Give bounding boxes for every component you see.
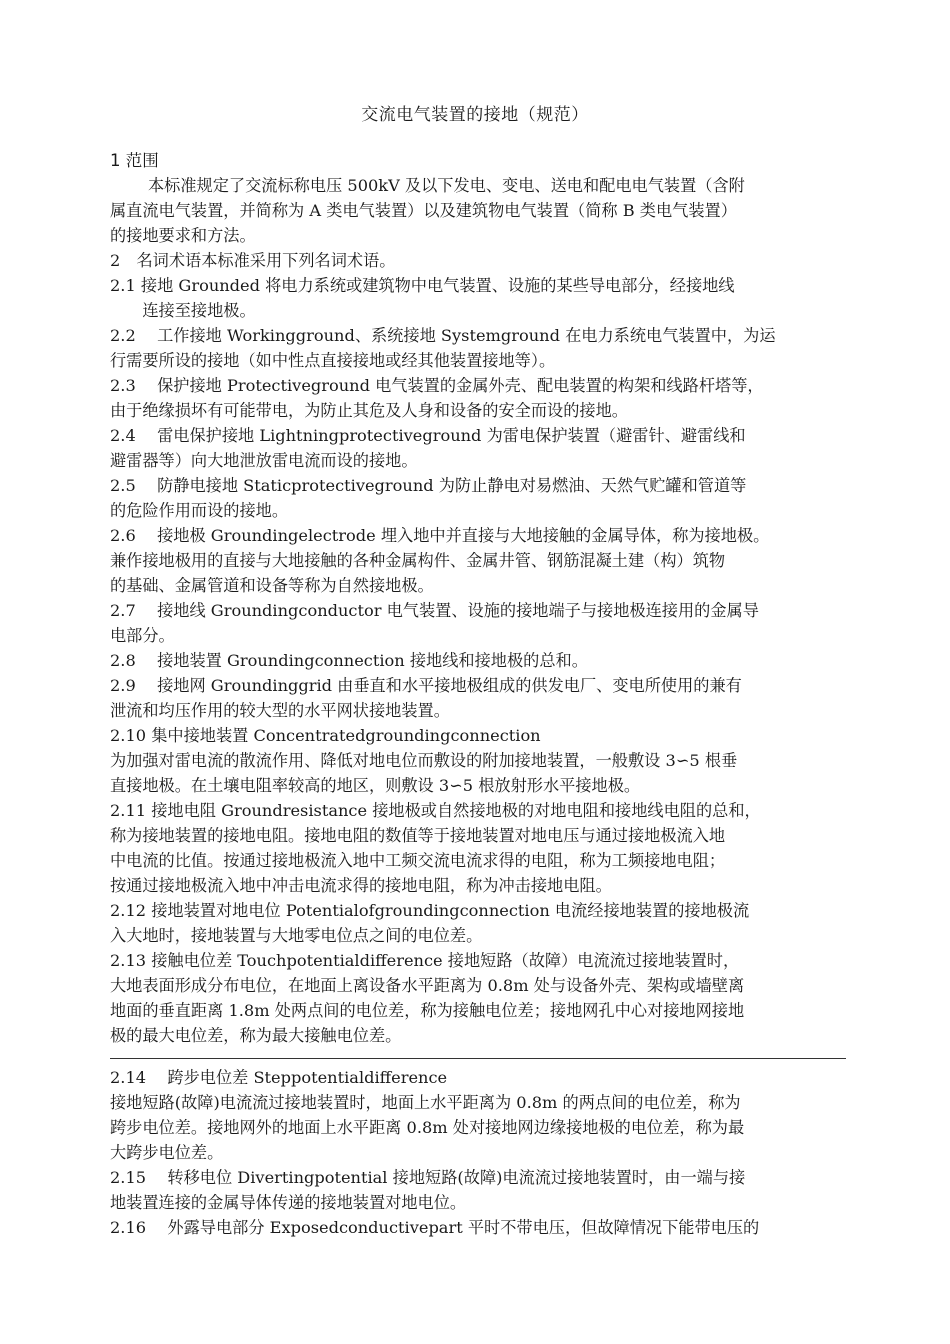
definition-item — [110, 373, 870, 423]
definition-item — [110, 523, 870, 598]
document-title: 交流电气装置的接地（规范） — [361, 105, 589, 125]
definition-line: 2.15 转移电位 Divertingpotential 接地短路(故障)电流流过接地装置时，由一端与接 — [110, 1168, 746, 1187]
definition-line: 地面的垂直距离 1.8m 处两点间的电位差，称为接触电位差；接地网孔中心对接地网接地 — [110, 1001, 745, 1020]
definition-item — [110, 473, 870, 523]
definition-item — [110, 798, 870, 898]
definition-line: 2.12 接地装置对地电位 Potentialofgroundingconnection 电流经接地装置的接地极流 — [110, 901, 750, 920]
definition-line: 行需要所设的接地（如中性点直接接地或经其他装置接地等）。 — [110, 351, 556, 370]
definition-line: 入大地时，接地装置与大地零电位点之间的电位差。 — [110, 926, 483, 945]
definition-line: 2.14 跨步电位差 Steppotentialdifference — [110, 1068, 448, 1087]
paragraph-line: 属直流电气装置，并简称为 A 类电气装置）以及建筑物电气装置（简称 B 类电气装置） — [110, 201, 737, 220]
definition-line: 直接地极。在土壤电阻率较高的地区，则敷设 3∽5 根放射形水平接地极。 — [110, 776, 641, 795]
definition-line: 大跨步电位差。 — [110, 1143, 224, 1162]
definition-line: 2.5 防静电接地 Staticprotectiveground 为防止静电对易燃油、天然气贮罐和管道等 — [110, 476, 747, 495]
definition-line: 跨步电位差。接地网外的地面上水平距离 0.8m 处对接地网边缘接地极的电位差，称为最 — [110, 1118, 745, 1137]
definition-line: 的基础、金属管道和设备等称为自然接地极。 — [110, 576, 434, 595]
definitions-list-continued — [110, 1065, 870, 1240]
definition-line: 2.2 工作接地 Workingground、系统接地 Systemground 在电力系统电气装置中，为运 — [110, 326, 776, 345]
definition-line: 为加强对雷电流的散流作用、降低对地电位而敷设的附加接地装置，一般敷设 3∽5 根垂 — [110, 751, 738, 770]
definition-item — [110, 273, 870, 323]
definition-line: 极的最大电位差，称为最大接触电位差。 — [110, 1026, 402, 1045]
section-2-intro: 2 名词术语本标准采用下列名词术语。 — [110, 251, 396, 270]
definition-item — [110, 898, 870, 948]
definition-line: 地装置连接的金属导体传递的接地装置对地电位。 — [110, 1193, 467, 1212]
definition-item — [110, 673, 870, 723]
definition-item — [110, 1065, 870, 1165]
definition-line: 称为接地装置的接地电阻。接地电阻的数值等于接地装置对地电压与通过接地极流入地 — [110, 826, 726, 845]
definition-line: 中电流的比值。按通过接地极流入地中工频交流电流求得的电阻，称为工频接地电阻； — [110, 851, 726, 870]
definition-line: 泄流和均压作用的较大型的水平网状接地装置。 — [110, 701, 450, 720]
definition-item — [110, 598, 870, 648]
section-1-paragraph — [110, 173, 870, 248]
paragraph-line: 的接地要求和方法。 — [110, 226, 256, 245]
definition-line: 2.6 接地极 Groundingelectrode 埋入地中并直接与大地接触的金属导体，称为接地极。 — [110, 526, 770, 545]
definition-line: 兼作接地极用的直接与大地接触的各种金属构件、金属井管、钢筋混凝土建（构）筑物 — [110, 551, 726, 570]
definition-line: 2.10 集中接地装置 Concentratedgroundingconnection — [110, 726, 541, 745]
paragraph-line: 本标准规定了交流标称电压 500kV 及以下发电、变电、送电和配电电气装置（含附 — [148, 176, 745, 195]
definition-line: 2.4 雷电保护接地 Lightningprotectiveground 为雷电保护装置（避雷针、避雷线和 — [110, 426, 746, 445]
definition-item — [110, 423, 870, 473]
horizontal-divider — [110, 1058, 846, 1059]
definition-item — [110, 648, 870, 673]
definition-item — [110, 948, 870, 1048]
definition-item — [110, 323, 870, 373]
definitions-list — [110, 273, 870, 1048]
definition-item — [110, 1215, 870, 1240]
definition-line: 2.16 外露导电部分 Exposedconductivepart 平时不带电压，但故障情况下能带电压的 — [110, 1218, 760, 1237]
definition-line: 的危险作用而设的接地。 — [110, 501, 289, 520]
definition-line: 2.7 接地线 Groundingconductor 电气装置、设施的接地端子与接地极连接用的金属导 — [110, 601, 759, 620]
definition-line: 按通过接地极流入地中冲击电流求得的接地电阻，称为冲击接地电阻。 — [110, 876, 612, 895]
definition-line: 2.9 接地网 Groundinggrid 由垂直和水平接地极组成的供发电厂、变电所使用的兼有 — [110, 676, 742, 695]
definition-line: 2.8 接地装置 Groundingconnection 接地线和接地极的总和。 — [110, 651, 588, 670]
definition-line: 2.13 接触电位差 Touchpotentialdifference 接地短路（故障）电流流过接地装置时， — [110, 951, 740, 970]
document-body — [110, 148, 870, 1240]
definition-line: 避雷器等）向大地泄放雷电流而设的接地。 — [110, 451, 418, 470]
definition-line: 2.1 接地 Grounded 将电力系统或建筑物中电气装置、设施的某些导电部分，经接地线 — [110, 276, 735, 295]
definition-item — [110, 1165, 870, 1215]
definition-line: 由于绝缘损坏有可能带电，为防止其危及人身和设备的安全而设的接地。 — [110, 401, 628, 420]
definition-line: 电部分。 — [110, 626, 175, 645]
definition-line: 连接至接地极。 — [110, 301, 256, 320]
definition-line: 大地表面形成分布电位，在地面上离设备水平距离为 0.8m 处与设备外壳、架构或墙壁离 — [110, 976, 745, 995]
definition-line: 2.11 接地电阻 Groundresistance 接地极或自然接地极的对地电阻和接地线电阻的总和， — [110, 801, 761, 820]
definition-item — [110, 723, 870, 798]
section-1-heading: 1 范围 — [110, 151, 159, 170]
definition-line: 2.3 保护接地 Protectiveground 电气装置的金属外壳、配电装置的构架和线路杆塔等， — [110, 376, 764, 395]
definition-line: 接地短路(故障)电流流过接地装置时，地面上水平距离为 0.8m 的两点间的电位差，称为 — [110, 1093, 741, 1112]
